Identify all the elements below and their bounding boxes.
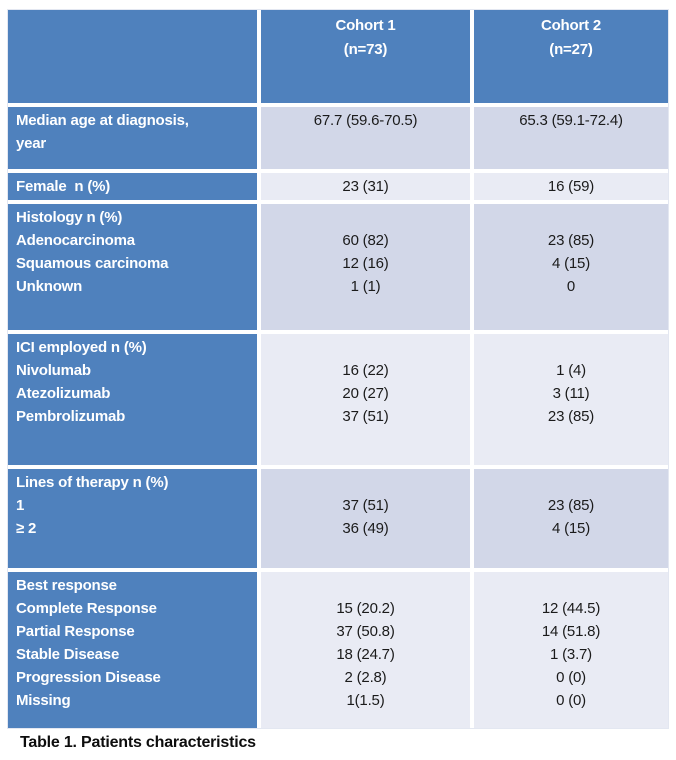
value-line: 1(1.5) [346,692,385,709]
value-line: 1 (1) [350,278,381,295]
value-line: 16 (59) [547,178,595,195]
value-line: 0 (0) [556,669,586,686]
header-cohort1-cell [261,10,470,103]
value-line: 3 (11) [552,385,590,402]
row-label-line: Unknown [16,278,83,295]
patients-table [8,10,668,728]
row-label-line: Median age at diagnosis, [16,112,189,129]
value-line: 23 (85) [547,408,595,425]
cohort1-title: Cohort 1 [335,17,396,34]
cohort2-value-cell [474,204,668,330]
row-label-line: ICI employed n (%) [16,339,147,356]
row-label-line: Squamous carcinoma [16,255,169,272]
value-line: 12 (44.5) [541,600,601,617]
cohort2-value-cell [474,334,668,465]
header-empty-cell [8,10,257,103]
row-label-line: Missing [16,692,71,709]
value-line: 16 (22) [342,362,389,379]
value-line: 23 (85) [547,232,595,249]
row-label-cell [8,107,257,169]
value-line: 37 (50.8) [336,623,395,640]
table-caption: Table 1. Patients characteristics [20,734,256,751]
value-line [474,471,668,494]
value-line: 1 (4) [556,362,586,379]
value-line: 15 (20.2) [336,600,395,617]
cohort1-subtitle: (n=73) [343,41,388,58]
cohort2-value-cell [474,107,668,169]
value-line: 12 (16) [342,255,389,272]
value-line: 0 [566,278,576,295]
value-line [474,206,668,229]
value-line [261,574,470,597]
table-row [8,107,668,169]
value-line: 2 (2.8) [344,669,387,686]
header-cohort2-cell [474,10,668,103]
value-line: 4 (15) [552,255,590,272]
row-label-line: Partial Response [16,623,135,640]
value-line: 60 (82) [342,232,389,249]
cohort1-value-cell [261,469,470,568]
value-line [261,471,470,494]
table-row [8,334,668,465]
row-label-line: year [16,135,47,152]
cohort2-value-cell [474,572,668,728]
row-label-line: Complete Response [16,600,157,617]
row-label-line: Lines of therapy n (%) [16,474,169,491]
value-line: 37 (51) [342,497,389,514]
value-line [261,206,470,229]
value-line: 23 (31) [342,178,389,195]
cohort2-value-cell [474,469,668,568]
row-label-cell [8,173,257,200]
cohort1-value-cell [261,572,470,728]
row-label-line: Atezolizumab [16,385,111,402]
cohort2-subtitle: (n=27) [549,41,593,58]
cohort2-value-cell [474,173,668,200]
value-line: 67.7 (59.6-70.5) [313,112,418,129]
cohort1-value-cell [261,173,470,200]
row-label-line: Adenocarcinoma [16,232,135,249]
row-label-line: 1 [16,497,25,514]
value-line: 20 (27) [342,385,389,402]
row-label-line: Histology n (%) [16,209,123,226]
value-line [474,336,668,359]
row-label-cell [8,469,257,568]
row-label-line: Nivolumab [16,362,91,379]
value-line: 4 (15) [552,520,590,537]
cohort2-title: Cohort 2 [540,17,602,34]
row-label-cell [8,204,257,330]
value-line: 0 (0) [556,692,586,709]
table-header-row [8,10,668,103]
value-line: 36 (49) [342,520,389,537]
value-line [261,336,470,359]
row-label-line: Stable Disease [16,646,120,663]
row-label-line: ≥ 2 [16,520,37,537]
row-label-line: Female n (%) [16,178,111,195]
value-line: 65.3 (59.1-72.4) [519,112,623,129]
table-row [8,204,668,330]
row-label-cell [8,334,257,465]
value-line: 14 (51.8) [541,623,601,640]
value-line [474,574,668,597]
row-label-line: Progression Disease [16,669,161,686]
table-row [8,572,668,728]
row-label-cell [8,572,257,728]
table-row [8,173,668,200]
cohort1-value-cell [261,107,470,169]
table-row [8,469,668,568]
row-label-line: Pembrolizumab [16,408,126,425]
value-line: 37 (51) [342,408,389,425]
value-line: 23 (85) [547,497,595,514]
value-line: 1 (3.7) [550,646,592,663]
cohort1-value-cell [261,204,470,330]
value-line: 18 (24.7) [336,646,395,663]
cohort1-value-cell [261,334,470,465]
row-label-line: Best response [16,577,117,594]
